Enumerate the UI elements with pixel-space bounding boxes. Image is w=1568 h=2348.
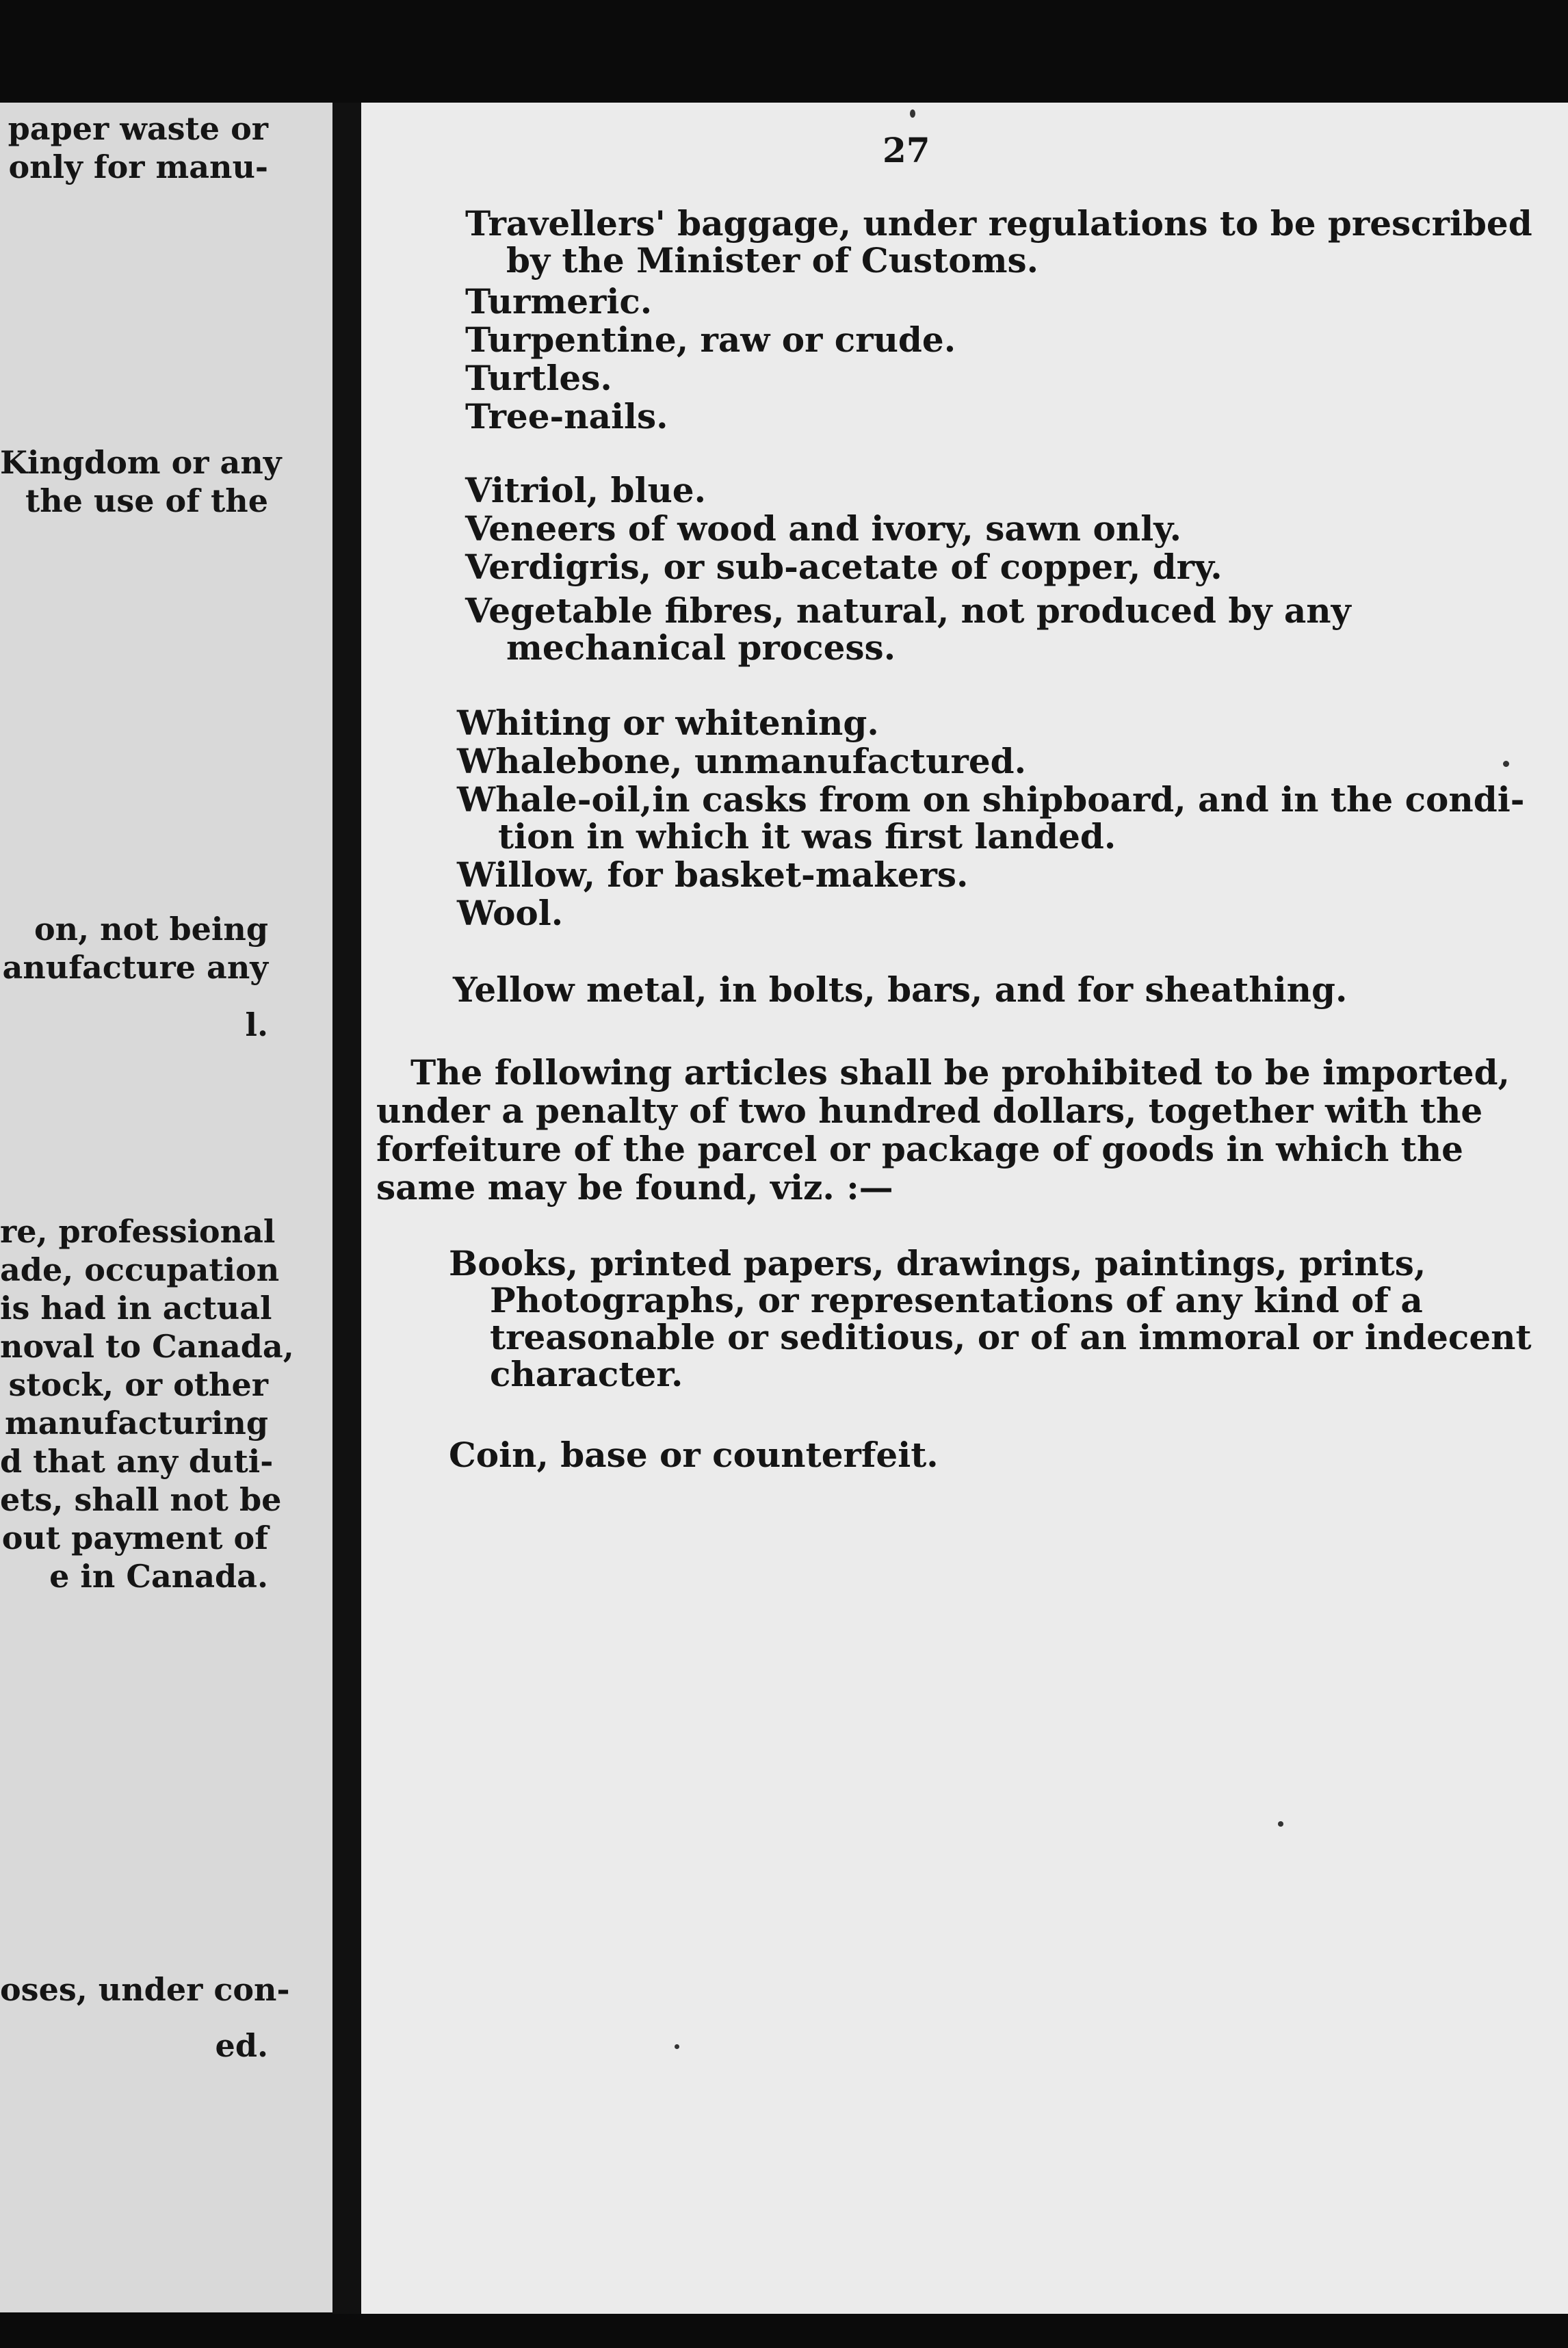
entry-line: Turmeric. [465,281,653,322]
book-gutter [332,103,361,2314]
left-page-text-line: is had in actual [0,1290,272,1327]
entry-line: Vitriol, blue. [465,470,707,510]
ink-speck [675,2044,679,2049]
entry-line: Yellow metal, in bolts, bars, and for sheathing. [453,969,1348,1010]
left-page-text-line: ed. [215,2027,268,2064]
entry-line: Whiting or whitening. [457,703,879,743]
page-number: 27 [883,130,930,170]
entry-continuation: by the Minister of Customs. [506,240,1039,281]
entry-line: Turtles. [465,358,612,398]
left-page-text-line: stock, or other [8,1366,268,1403]
tariff-entry [465,398,1423,435]
entry-line: Tree-nails. [465,396,668,436]
left-page-text-line: e in Canada. [49,1558,268,1595]
entry-line: Travellers' baggage, under regulations to be prescribed [465,203,1532,244]
left-page-text-line: re, professional [0,1213,276,1250]
paragraph-line: under a penalty of two hundred dollars, together with the [376,1091,1483,1131]
prohibited-item [449,1243,1532,1394]
left-page-text-line: oses, under con- [0,1971,290,2008]
item-line: Coin, base or counterfeit. [449,1435,939,1475]
entry-line: Wool. [457,893,564,933]
item-continuation: treasonable or seditious, or of an immoral or indecent [490,1317,1532,1357]
left-page-text-line: ets, shall not be [0,1481,282,1518]
tariff-entry [465,549,1423,586]
left-page-text-line: out payment of [1,1519,268,1556]
item-line: Books, printed papers, drawings, paintings, prints, [449,1243,1426,1283]
tariff-entry [465,283,1423,320]
ink-speck [910,109,915,118]
tariff-entry [457,895,1415,932]
tariff-entry [457,779,1525,857]
tariff-entry [457,743,1415,780]
left-page-fragment [0,103,332,2312]
ink-speck [1278,1821,1283,1827]
entry-line: Willow, for basket-makers. [457,855,969,895]
left-page-text-line: l. [245,1006,268,1043]
tariff-entry [465,592,1423,666]
prohibition-paragraph [376,1052,1510,1208]
entry-continuation: tion in which it was first landed. [498,816,1116,857]
entry-line: Verdigris, or sub-acetate of copper, dry. [465,547,1223,587]
paragraph-line: forfeiture of the parcel or package of goods in which the [376,1129,1463,1169]
left-page-text-line: d that any duti- [0,1443,274,1480]
tariff-entry [457,705,1415,742]
ink-speck [1503,761,1509,767]
entry-continuation: mechanical process. [506,627,896,668]
entry-line: Whalebone, unmanufactured. [457,741,1027,781]
left-page-text-line: noval to Canada, [0,1328,294,1365]
left-page-text-line: only for manu- [8,148,268,185]
entry-line: Veneers of wood and ivory, sawn only. [465,508,1181,549]
entry-line: Whale-oil,in casks from on shipboard, and in the condi- [457,779,1525,820]
entry-line: Vegetable fibres, natural, not produced by any [465,590,1351,631]
left-page-text-line: manufacturing [5,1405,268,1442]
left-page-text-line: Kingdom or any [0,444,282,481]
tariff-entry [465,203,1532,281]
tariff-entry [457,857,1415,893]
tariff-entry [465,319,1423,360]
paragraph-line: The following articles shall be prohibited to be imported, [410,1052,1510,1093]
item-continuation: Photographs, or representations of any kind of a [490,1280,1423,1320]
tariff-entry [453,971,1411,1008]
left-page-text-line: ade, occupation [0,1251,280,1288]
tariff-entry [465,510,1423,547]
left-page-text-line: paper waste or [8,110,268,147]
paragraph-line: same may be found, viz. :— [376,1167,893,1208]
left-page-text-line: the use of the [25,482,268,519]
tariff-entry [465,472,1423,509]
tariff-entry [465,360,1423,397]
left-page-text-line: on, not being [34,911,268,948]
prohibited-item [449,1437,1407,1474]
entry-line: Turpentine, raw or crude. [465,319,956,360]
item-continuation: character. [490,1354,683,1394]
left-page-text-line: anufacture any [2,949,268,986]
